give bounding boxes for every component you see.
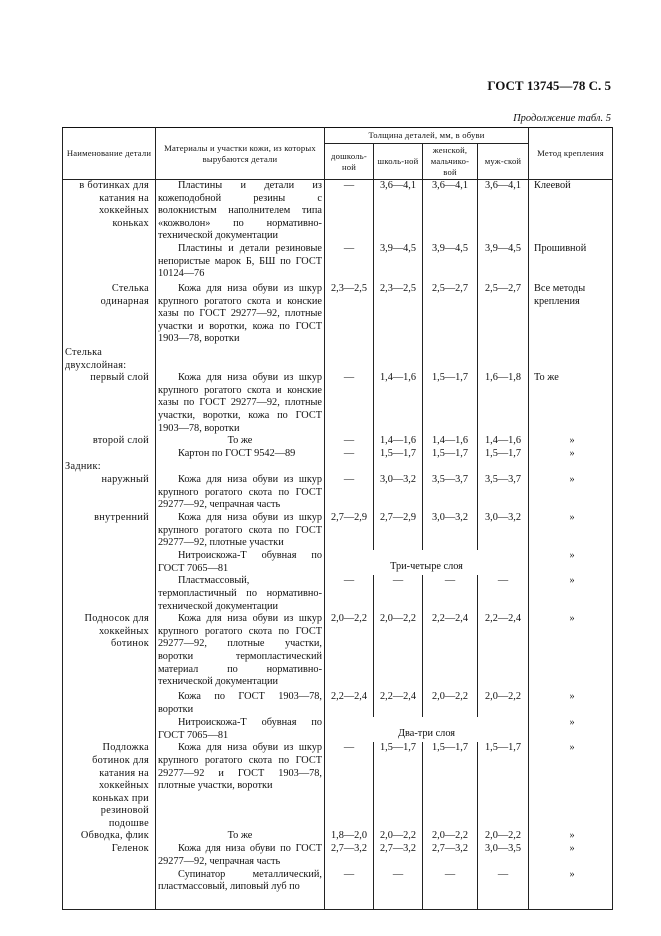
thickness-preschool-cell: —: [325, 448, 374, 461]
part-name-cell: Обводка, флик: [63, 830, 156, 843]
part-name-cell: Задник:: [63, 461, 156, 474]
material-cell: [156, 461, 325, 474]
method-cell: »: [529, 742, 613, 830]
thickness-women-cell: 2,5—2,7: [423, 283, 478, 347]
part-name-cell: [63, 717, 156, 742]
thickness-men-cell: 2,0—2,2: [478, 691, 529, 717]
material-cell: Нитроискожа-Т обувная по ГОСТ 7065—81: [156, 550, 325, 575]
material-cell: [156, 347, 325, 372]
material-cell: Супинатор металлический, пластмассовый, липовый луб по: [156, 869, 325, 910]
page-header: ГОСТ 13745—78 С. 5: [487, 78, 611, 93]
thickness-men-cell: 1,6—1,8: [478, 372, 529, 435]
thickness-women-cell: 2,7—3,2: [423, 843, 478, 868]
material-cell: То же: [156, 830, 325, 843]
table-row: [63, 474, 613, 512]
table-row: [63, 180, 613, 243]
table-row: [63, 869, 613, 910]
table-row: [63, 512, 613, 550]
part-name-cell: в ботинках для катания на хоккейных коньках: [63, 180, 156, 243]
table-row: [63, 283, 613, 347]
thickness-preschool-cell: 2,3—2,5: [325, 283, 374, 347]
material-cell: Пластины и детали из кожеподобной резины с волокнистым наполнителем типа «кожволон» по нормативно-технической документации: [156, 180, 325, 243]
thickness-school-cell: 2,7—3,2: [374, 843, 423, 868]
thickness-men-cell: 2,2—2,4: [478, 613, 529, 691]
table-row: [63, 717, 613, 742]
thickness-women-cell: 1,5—1,7: [423, 372, 478, 435]
thickness-preschool-cell: —: [325, 575, 374, 613]
material-cell: Кожа для низа обуви из шкур крупного рогатого скота по ГОСТ 29277—92 и ГОСТ 1903—78, плотные участки, воротки: [156, 742, 325, 830]
thickness-preschool-cell: —: [325, 435, 374, 448]
table-row: [63, 448, 613, 461]
material-cell: Нитроискожа-Т обувная по ГОСТ 7065—81: [156, 717, 325, 742]
table-row: [63, 243, 613, 283]
thickness-women-cell: 3,9—4,5: [423, 243, 478, 283]
thickness-men-cell: 1,5—1,7: [478, 742, 529, 830]
thickness-school-cell: 2,0—2,2: [374, 830, 423, 843]
col-header-thickness-group: Толщина деталей, мм, в обуви: [325, 128, 529, 144]
table-body: [63, 180, 613, 910]
thickness-preschool-cell: —: [325, 742, 374, 830]
table-row: [63, 843, 613, 868]
thickness-men-cell: 3,6—4,1: [478, 180, 529, 243]
thickness-school-cell: [374, 461, 423, 474]
thickness-men-cell: [478, 461, 529, 474]
material-cell: Кожа по ГОСТ 1903—78, воротки: [156, 691, 325, 717]
part-name-cell: [63, 691, 156, 717]
part-name-cell: внутренний: [63, 512, 156, 550]
part-name-cell: наружный: [63, 474, 156, 512]
method-cell: »: [529, 717, 613, 742]
method-cell: »: [529, 550, 613, 575]
part-name-cell: [63, 448, 156, 461]
col-header-school: школь-ной: [374, 144, 423, 180]
material-cell: То же: [156, 435, 325, 448]
thickness-preschool-cell: —: [325, 474, 374, 512]
method-cell: Прошивной: [529, 243, 613, 283]
method-cell: »: [529, 830, 613, 843]
material-cell: Кожа для низа обуви из шкур крупного рогатого скота по ГОСТ 29277—92, чепрачная часть: [156, 474, 325, 512]
thickness-school-cell: [374, 347, 423, 372]
thickness-men-cell: 3,9—4,5: [478, 243, 529, 283]
method-cell: Клеевой: [529, 180, 613, 243]
table-row: [63, 372, 613, 435]
table-row: [63, 347, 613, 372]
thickness-men-cell: 1,5—1,7: [478, 448, 529, 461]
thickness-women-cell: 3,0—3,2: [423, 512, 478, 550]
thickness-women-cell: [423, 461, 478, 474]
thickness-school-cell: —: [374, 575, 423, 613]
thickness-women-cell: 2,2—2,4: [423, 613, 478, 691]
thickness-women-cell: 1,5—1,7: [423, 448, 478, 461]
thickness-women-cell: —: [423, 869, 478, 910]
part-name-cell: Стелька одинарная: [63, 283, 156, 347]
method-cell: »: [529, 843, 613, 868]
col-header-women: женской, мальчико-вой: [423, 144, 478, 180]
layers-span-cell: Два-три слоя: [325, 717, 529, 742]
thickness-women-cell: 2,0—2,2: [423, 830, 478, 843]
col-header-name: Наименование детали: [63, 128, 156, 180]
material-cell: Пластмассовый, термопластичный по нормативно-технической документации: [156, 575, 325, 613]
material-cell: Кожа для низа обуви из шкур крупного рогатого скота по ГОСТ 29277—92, плотные участки: [156, 512, 325, 550]
thickness-women-cell: 3,6—4,1: [423, 180, 478, 243]
col-header-preschool: дошколь-ной: [325, 144, 374, 180]
method-cell: »: [529, 691, 613, 717]
thickness-preschool-cell: [325, 347, 374, 372]
thickness-preschool-cell: 2,0—2,2: [325, 613, 374, 691]
material-cell: Кожа для низа обуви из шкур крупного рогатого скота и конские хазы по ГОСТ 29277—92, плотные участки и воротки, кожа по ГОСТ 1903—78, воротки: [156, 283, 325, 347]
method-cell: [529, 461, 613, 474]
thickness-women-cell: [423, 347, 478, 372]
thickness-women-cell: 3,5—3,7: [423, 474, 478, 512]
thickness-school-cell: 3,9—4,5: [374, 243, 423, 283]
thickness-school-cell: 1,4—1,6: [374, 435, 423, 448]
table-continuation-label: Продолжение табл. 5: [513, 113, 611, 124]
part-name-cell: второй слой: [63, 435, 156, 448]
thickness-preschool-cell: [325, 461, 374, 474]
part-name-cell: Стелька двухслойная:: [63, 347, 156, 372]
thickness-preschool-cell: —: [325, 180, 374, 243]
method-cell: То же: [529, 372, 613, 435]
thickness-preschool-cell: —: [325, 869, 374, 910]
material-cell: Картон по ГОСТ 9542—89: [156, 448, 325, 461]
part-name-cell: [63, 243, 156, 283]
parts-thickness-table: [62, 127, 613, 910]
col-header-method: Метод крепления: [529, 128, 613, 180]
table-row: [63, 575, 613, 613]
thickness-men-cell: 3,5—3,7: [478, 474, 529, 512]
thickness-preschool-cell: 2,7—2,9: [325, 512, 374, 550]
material-cell: Кожа для низа обуви из шкур крупного рогатого скота по ГОСТ 29277—92, плотные участки, воротки термопластический материал по нормативно-технической документации: [156, 613, 325, 691]
thickness-school-cell: 2,2—2,4: [374, 691, 423, 717]
thickness-men-cell: 2,0—2,2: [478, 830, 529, 843]
thickness-women-cell: —: [423, 575, 478, 613]
part-name-cell: Геленок: [63, 843, 156, 868]
table-row: [63, 742, 613, 830]
method-cell: Все методы крепления: [529, 283, 613, 347]
thickness-women-cell: 2,0—2,2: [423, 691, 478, 717]
part-name-cell: первый слой: [63, 372, 156, 435]
method-cell: »: [529, 613, 613, 691]
thickness-men-cell: —: [478, 575, 529, 613]
method-cell: »: [529, 575, 613, 613]
table-row: [63, 461, 613, 474]
table-row: [63, 550, 613, 575]
thickness-school-cell: —: [374, 869, 423, 910]
method-cell: »: [529, 474, 613, 512]
thickness-school-cell: 2,0—2,2: [374, 613, 423, 691]
part-name-cell: Подносок для хоккейных ботинок: [63, 613, 156, 691]
thickness-preschool-cell: 1,8—2,0: [325, 830, 374, 843]
thickness-school-cell: 1,4—1,6: [374, 372, 423, 435]
thickness-women-cell: 1,5—1,7: [423, 742, 478, 830]
thickness-men-cell: [478, 347, 529, 372]
method-cell: [529, 347, 613, 372]
thickness-school-cell: 1,5—1,7: [374, 448, 423, 461]
method-cell: »: [529, 869, 613, 910]
thickness-school-cell: 3,6—4,1: [374, 180, 423, 243]
method-cell: »: [529, 448, 613, 461]
thickness-school-cell: 3,0—3,2: [374, 474, 423, 512]
thickness-school-cell: 2,3—2,5: [374, 283, 423, 347]
thickness-men-cell: 3,0—3,2: [478, 512, 529, 550]
table-row: [63, 435, 613, 448]
material-cell: Кожа для низа обуви по ГОСТ 29277—92, чепрачная часть: [156, 843, 325, 868]
part-name-cell: [63, 550, 156, 575]
layers-span-cell: Три-четыре слоя: [325, 550, 529, 575]
table-row: [63, 830, 613, 843]
table-row: [63, 613, 613, 691]
part-name-cell: [63, 869, 156, 910]
thickness-preschool-cell: —: [325, 243, 374, 283]
thickness-preschool-cell: —: [325, 372, 374, 435]
thickness-preschool-cell: 2,7—3,2: [325, 843, 374, 868]
thickness-school-cell: 2,7—2,9: [374, 512, 423, 550]
thickness-men-cell: 2,5—2,7: [478, 283, 529, 347]
table-row: [63, 691, 613, 717]
part-name-cell: [63, 575, 156, 613]
part-name-cell: Подложка ботинок для катания на хоккейных коньках при резиновой подошве: [63, 742, 156, 830]
col-header-material: Материалы и участки кожи, из которых вырубаются детали: [156, 128, 325, 180]
material-cell: Кожа для низа обуви из шкур крупного рогатого скота и конские хазы по ГОСТ 29277—92, плотные участки, воротки, кожа по ГОСТ 1903—78, воротки: [156, 372, 325, 435]
thickness-men-cell: —: [478, 869, 529, 910]
material-cell: Пластины и детали резиновые непористые марок Б, БШ по ГОСТ 10124—76: [156, 243, 325, 283]
method-cell: »: [529, 435, 613, 448]
col-header-men: муж-ской: [478, 144, 529, 180]
thickness-preschool-cell: 2,2—2,4: [325, 691, 374, 717]
method-cell: »: [529, 512, 613, 550]
thickness-women-cell: 1,4—1,6: [423, 435, 478, 448]
thickness-men-cell: 3,0—3,5: [478, 843, 529, 868]
thickness-men-cell: 1,4—1,6: [478, 435, 529, 448]
thickness-school-cell: 1,5—1,7: [374, 742, 423, 830]
